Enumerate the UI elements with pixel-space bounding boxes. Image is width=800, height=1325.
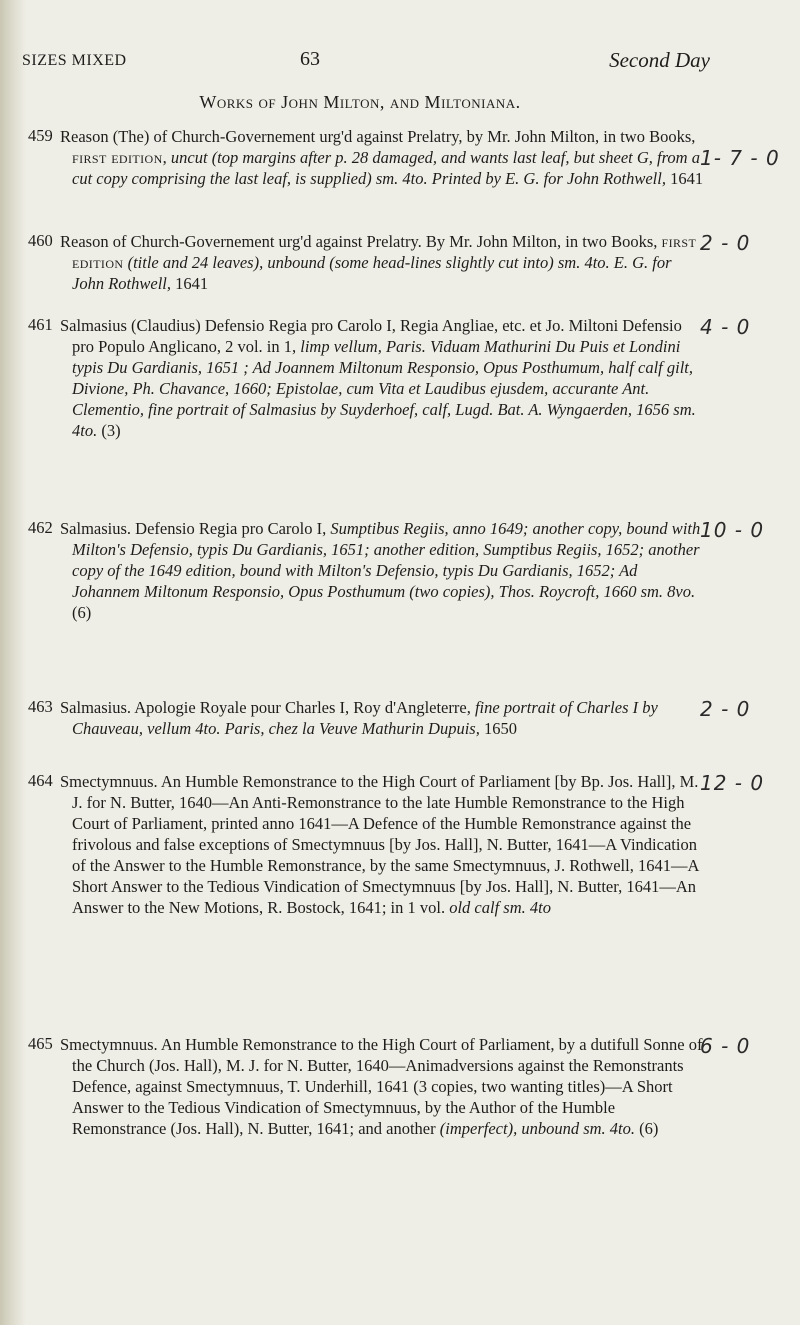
price-annotation: 12 - 0 bbox=[700, 771, 765, 795]
entry-description: Salmasius (Claudius) Defensio Regia pro Carolo I, Regia Angliae, etc. et Jo. Miltoni Defensio pro Populo Anglicano, 2 vol. in 1, limp vellum, Paris. Viduam Mathurini Du Puis et Londini typis Du Gardianis, 1651 ; Ad Joannem Miltonum Responsio, Opus Posthumum, half calf gilt, Divione, Ph. Chavance, 1660; Epistolae, cum Vita et Laudibus ejusdem, accurante Ant. Clementio, fine portrait of Salmasius by Suyderhoef, calf, Lugd. Bat. A. Wyngaerden, 1656 sm. 4to. (3) bbox=[60, 316, 696, 440]
price-annotation: 4 - 0 bbox=[700, 315, 751, 339]
entry-description: Smectymnuus. An Humble Remonstrance to the High Court of Parliament, by a dutifull Sonne of the Church (Jos. Hall), M. J. for N. Butter, 1640—Animadversions against the Remonstrants Defence, against Smectymnuus, T. Underhill, 1641 (3 copies, two wanting titles)—A Short Answer to the Tedious Vindication of Smectymnuus, by the Author of the Humble Remonstrance (Jos. Hall), N. Butter, 1641; and another (imperfect), unbound sm. 4to. (6) bbox=[60, 1035, 703, 1138]
lot-number: 464 bbox=[28, 771, 53, 790]
header-left: SIZES MIXED bbox=[22, 52, 127, 69]
price-annotation: 6 - 0 bbox=[700, 1034, 751, 1058]
lot-number: 459 bbox=[28, 126, 53, 145]
lot-number: 465 bbox=[28, 1034, 53, 1053]
price-annotation: 1- 7 - 0 bbox=[700, 146, 780, 170]
page-shadow-edge bbox=[0, 0, 26, 1325]
entry-description: Reason (The) of Church-Governement urg'd against Prelatry, by Mr. John Milton, in two Books, first edition, uncut (top margins after p. 28 damaged, and wants last leaf, but sheet G, from a cut copy comprising the last leaf, is supplied) sm. 4to. Printed by E. G. for John Rothwell, 1641 bbox=[60, 127, 704, 188]
price-annotation: 2 - 0 bbox=[700, 231, 751, 255]
price-annotation: 10 - 0 bbox=[700, 518, 765, 542]
lot-number: 463 bbox=[28, 697, 53, 716]
entry-description: Salmasius. Apologie Royale pour Charles I, Roy d'Angleterre, fine portrait of Charles I by Chauveau, vellum 4to. Paris, chez la Veuve Mathurin Dupuis, 1650 bbox=[60, 698, 658, 738]
page-number: 63 bbox=[300, 48, 320, 70]
entry-description: Salmasius. Defensio Regia pro Carolo I, Sumptibus Regiis, anno 1649; another copy, bound with Milton's Defensio, typis Du Gardianis, 1651; another edition, Sumptibus Regiis, 1652; another copy of the 1649 edition, bound with Milton's Defensio, typis Du Gardianis, 1652; Ad Johannem Miltonum Responsio, Opus Posthumum (two copies), Thos. Roycroft, 1660 sm. 8vo. (6) bbox=[60, 519, 701, 622]
lot-number: 462 bbox=[28, 518, 53, 537]
section-title: Works of John Milton, and Miltoniana. bbox=[199, 92, 521, 112]
running-header bbox=[0, 48, 800, 78]
entry-description: Smectymnuus. An Humble Remonstrance to the High Court of Parliament [by Bp. Jos. Hall], M. J. for N. Butter, 1640—An Anti-Remonstrance to the late Humble Remonstrance to the High Court of Parliament, printed anno 1641—A Defence of the Humble Remonstrance against the frivolous and false exceptions of Smectymnuus [by Jos. Hall], N. Butter, 1641—A Vindication of the Answer to the Humble Remonstrance, by the same Smectymnuus, J. Rothwell, 1641—A Short Answer to the Tedious Vindication of Smectymnuus [by Jos. Hall], N. Butter, 1641—An Answer to the New Motions, R. Bostock, 1641; in 1 vol. old calf sm. 4to bbox=[60, 772, 699, 917]
entry-description: Reason of Church-Governement urg'd against Prelatry. By Mr. John Milton, in two Books, first edition (title and 24 leaves), unbound (some head-lines slightly cut into) sm. 4to. E. G. for John Rothwell, 1641 bbox=[60, 232, 697, 293]
header-right: Second Day bbox=[609, 48, 710, 72]
lot-number: 461 bbox=[28, 315, 53, 334]
lot-number: 460 bbox=[28, 231, 53, 250]
price-annotation: 2 - 0 bbox=[700, 697, 751, 721]
